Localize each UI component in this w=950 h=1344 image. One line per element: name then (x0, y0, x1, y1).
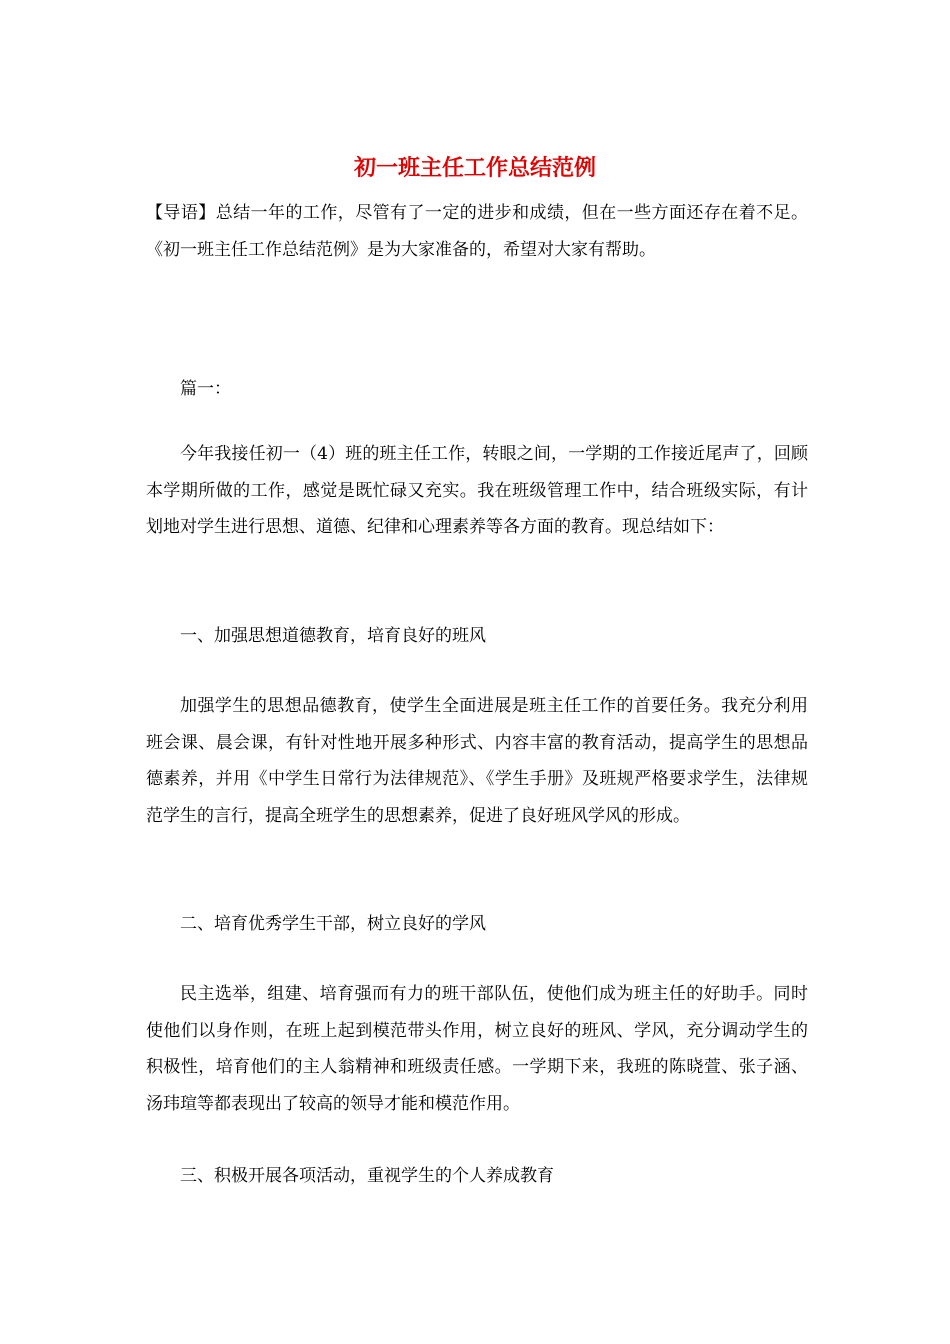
paragraph-2: 加强学生的思想品德教育，使学生全面进展是班主任工作的首要任务。我充分利用班会课、晨会课，有针对性地开展多种形式、内容丰富的教育活动，提高学生的思想品德素养，并用《中学生日常行为法律规范》、《学生手册》及班规严格要求学生，法律规范学生的言行，提高全班学生的思想素养，促进了良好班风学风的形成。 (146, 696, 808, 826)
paragraph-3: 民主选举，组建、培育强而有力的班干部队伍，使他们成为班主任的好助手。同时使他们以身作则，在班上起到模范带头作用，树立良好的班风、学风，充分调动学生的积极性，培育他们的主人翁精神和班级责任感。一学期下来，我班的陈晓萱、张子涵、汤玮瑄等都表现出了较高的领导才能和模范作用。 (146, 984, 808, 1114)
section-label: 篇一： (180, 379, 231, 399)
heading-3: 三、积极开展各项活动，重视学生的个人养成教育 (180, 1166, 554, 1186)
intro-paragraph: 【导语】总结一年的工作，尽管有了一定的进步和成绩，但在一些方面还存在着不足。《初一班主任工作总结范例》是为大家准备的，希望对大家有帮助。 (146, 203, 808, 260)
heading-1: 一、加强思想道德教育，培育良好的班风 (180, 626, 486, 646)
document-title: 初一班主任工作总结范例 (353, 155, 596, 181)
heading-2: 二、培育优秀学生干部，树立良好的学风 (180, 914, 486, 934)
paragraph-1: 今年我接任初一（4）班的班主任工作，转眼之间，一学期的工作接近尾声了，回顾本学期所做的工作，感觉是既忙碌又充实。我在班级管理工作中，结合班级实际，有计划地对学生进行思想、道德、纪律和心理素养等各方面的教育。现总结如下： (146, 444, 808, 537)
